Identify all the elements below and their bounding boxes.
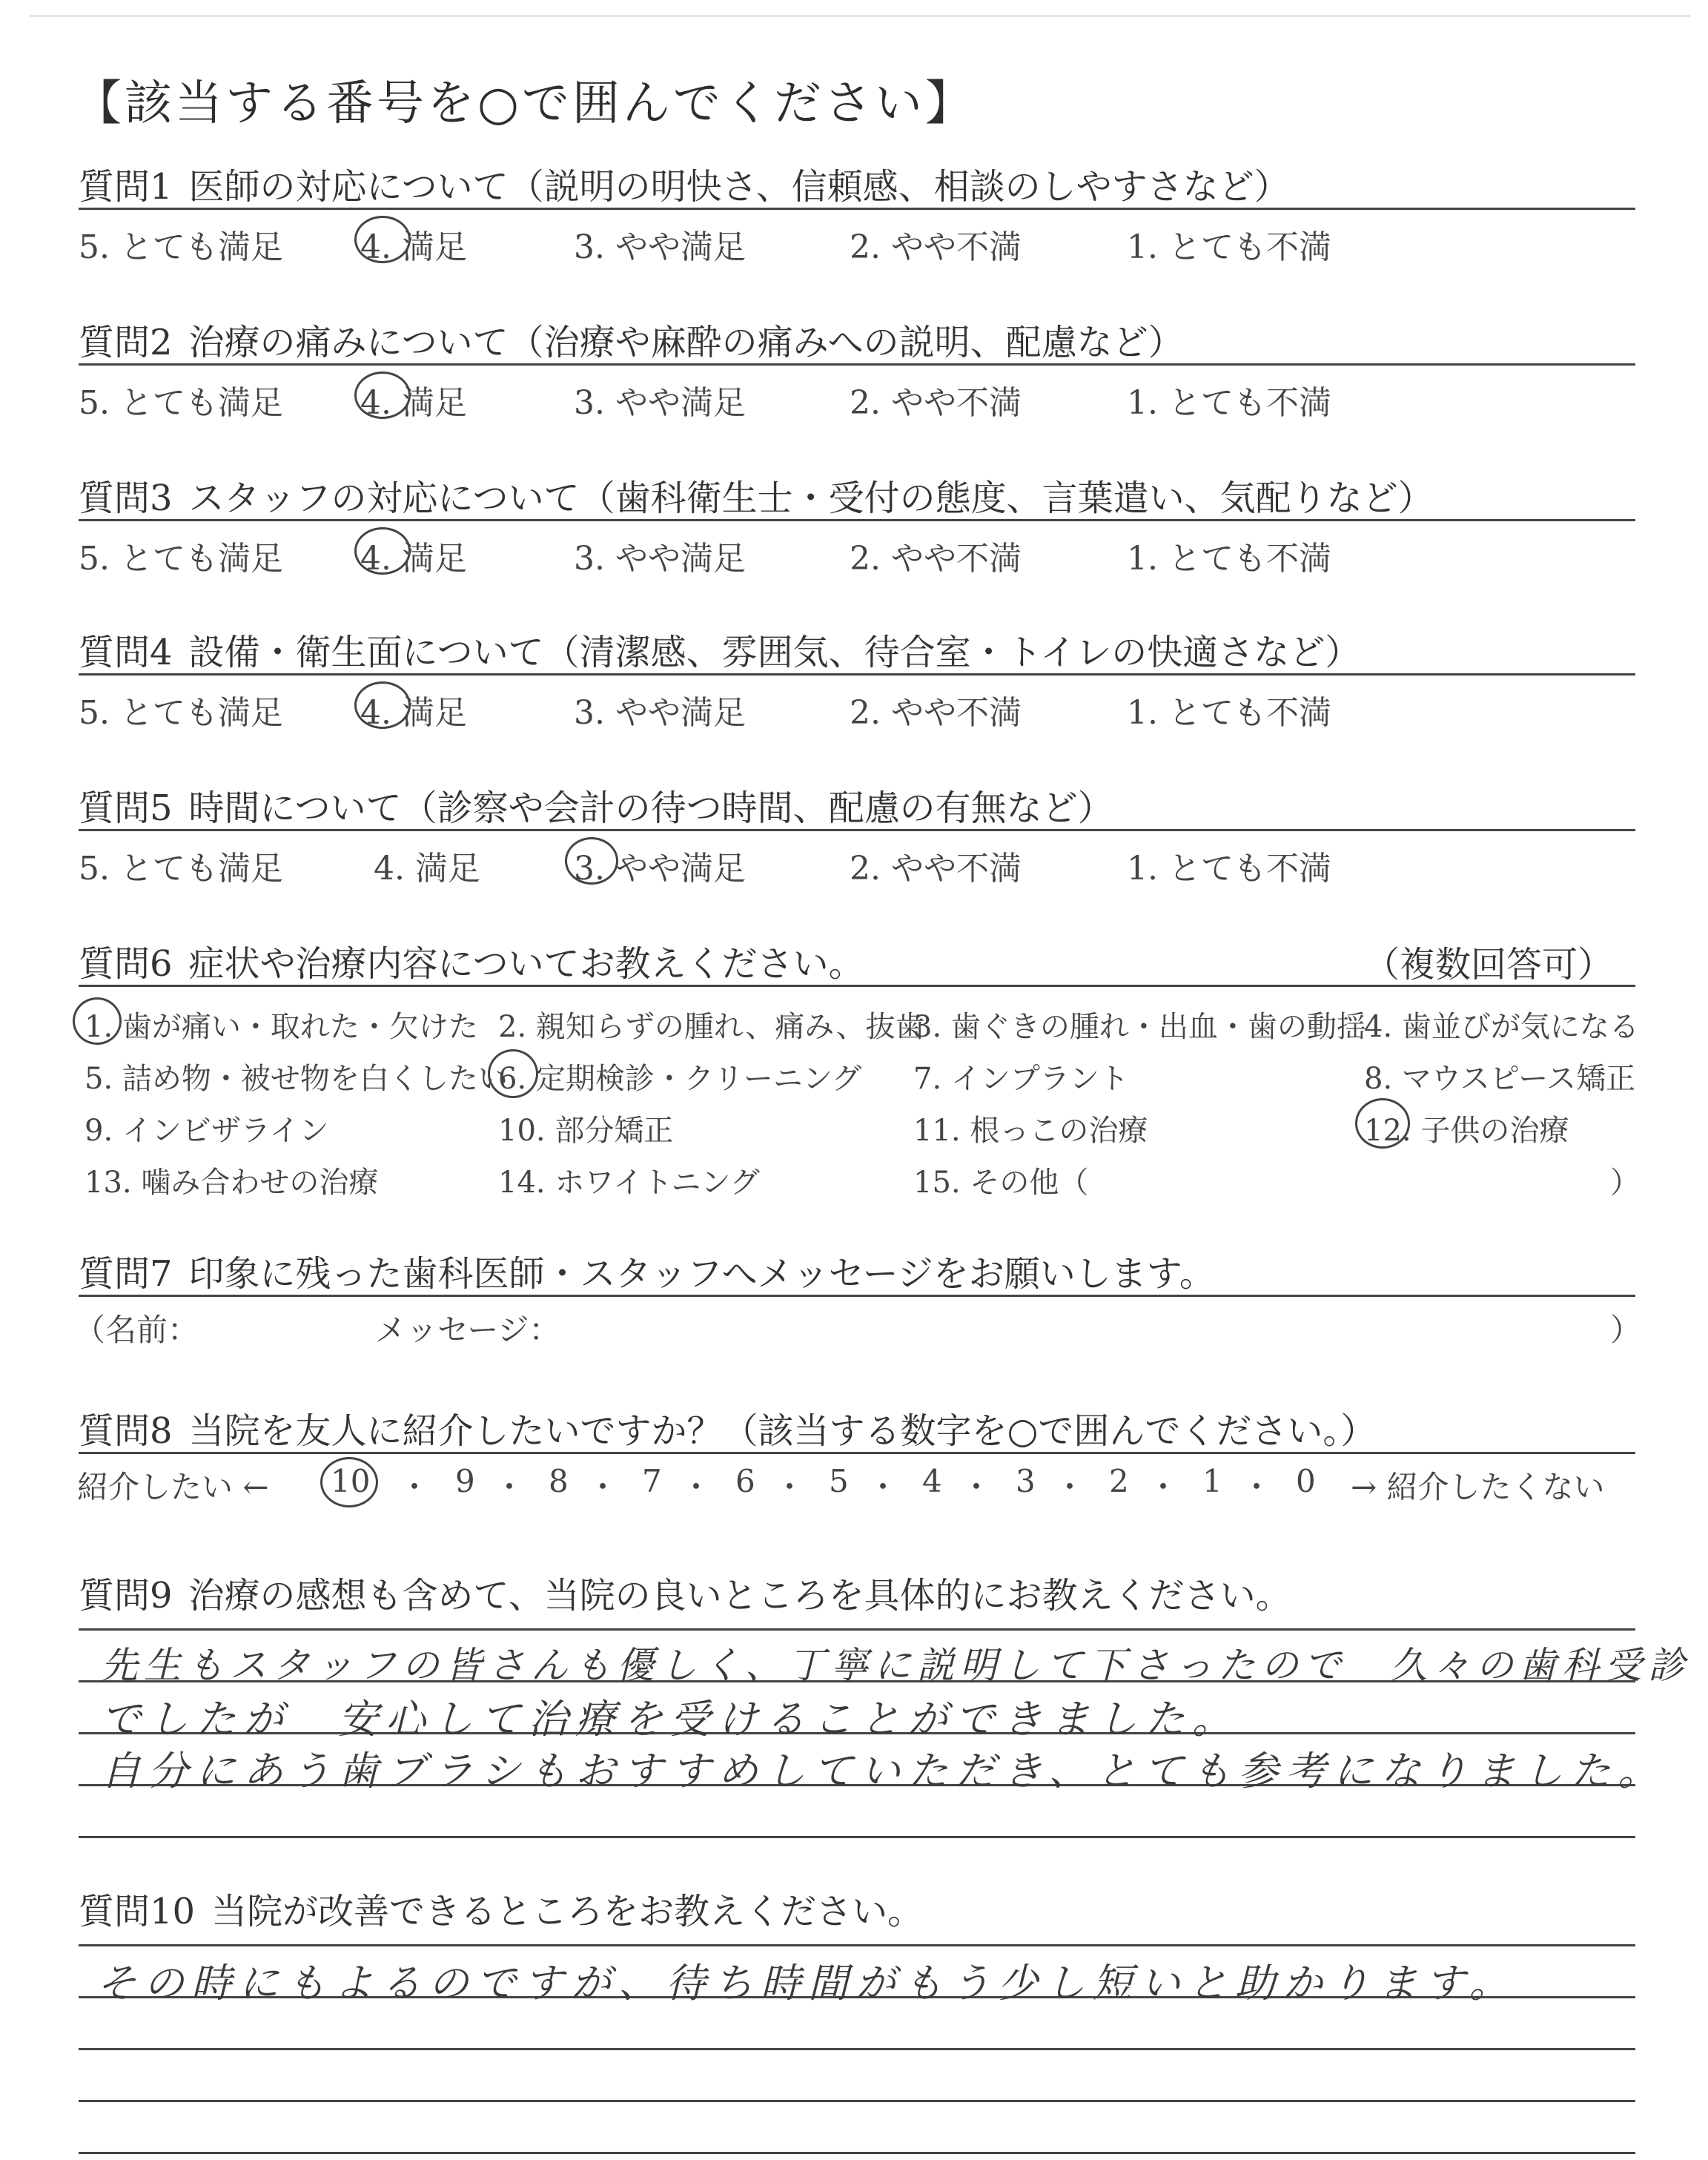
question-text: 治療の感想も含めて、当院の良いところを具体的にお教えください。 bbox=[188, 1574, 1291, 1616]
rating-options bbox=[79, 366, 1635, 422]
answer-area[interactable] bbox=[79, 1616, 1691, 1839]
answer-line bbox=[79, 1944, 1635, 1946]
selection-circle bbox=[354, 681, 411, 729]
multiple-answer-note: （複数回答可） bbox=[1363, 944, 1613, 985]
option-2[interactable]: 2. 親知らずの腫れ、痛み、抜歯 bbox=[498, 1010, 925, 1044]
question-6 bbox=[79, 936, 1640, 1202]
option-9[interactable]: 9. インビザライン bbox=[85, 1114, 329, 1148]
option-1[interactable]: 1. 歯が痛い・取れた・欠けた bbox=[85, 1010, 478, 1044]
score-2[interactable]: 2 bbox=[1109, 1463, 1129, 1499]
option-1[interactable]: 1. とても不満 bbox=[1127, 694, 1331, 732]
option-6[interactable]: 6. 定期検診・クリーニング bbox=[498, 1062, 862, 1096]
symptom-options bbox=[79, 987, 1640, 1202]
question-label: 質問6 bbox=[79, 942, 173, 985]
dot-separator: ・ bbox=[1054, 1469, 1086, 1505]
rating-options bbox=[79, 676, 1635, 732]
option-3[interactable]: 3. やや満足 bbox=[574, 228, 746, 266]
option-12[interactable]: 12. 子供の治療 bbox=[1364, 1114, 1569, 1148]
option-4[interactable]: 4. 満足 bbox=[360, 228, 467, 266]
question-1 bbox=[79, 159, 1635, 266]
score-6[interactable]: 6 bbox=[735, 1463, 755, 1499]
question-label: 質問7 bbox=[79, 1252, 173, 1295]
selection-circle bbox=[354, 527, 411, 575]
selection-circle bbox=[354, 371, 411, 419]
option-1[interactable]: 1. とても不満 bbox=[1127, 540, 1331, 578]
option-5[interactable]: 5. 詰め物・被せ物を白くしたい bbox=[85, 1062, 508, 1096]
question-label: 質問9 bbox=[79, 1574, 173, 1616]
question-label: 質問4 bbox=[79, 631, 173, 673]
score-0[interactable]: 0 bbox=[1296, 1463, 1316, 1499]
dot-separator: ・ bbox=[587, 1469, 619, 1505]
handwritten-answer-line: 先生もスタッフの皆さんも優しく、丁寧に説明して下さったので 久々の歯科受診 bbox=[101, 1644, 1691, 1687]
option-3[interactable]: 3. やや満足 bbox=[574, 850, 746, 888]
question-10 bbox=[79, 1883, 1635, 2155]
question-8 bbox=[79, 1403, 1635, 1503]
option-13[interactable]: 13. 噛み合わせの治療 bbox=[85, 1166, 379, 1200]
question-9 bbox=[79, 1568, 1691, 1839]
question-label: 質問1 bbox=[79, 165, 173, 208]
selection-circle bbox=[354, 216, 411, 263]
question-7 bbox=[74, 1246, 1642, 1348]
question-text: 症状や治療内容についてお教えください。 bbox=[188, 942, 864, 985]
dot-separator: ・ bbox=[774, 1469, 806, 1505]
option-3[interactable]: 3. やや満足 bbox=[574, 540, 746, 578]
option-10[interactable]: 10. 部分矯正 bbox=[498, 1114, 674, 1148]
score-7[interactable]: 7 bbox=[642, 1463, 662, 1499]
top-border bbox=[30, 15, 1690, 17]
selection-circle bbox=[488, 1049, 538, 1098]
answer-line bbox=[79, 2048, 1635, 2050]
question-text: 当院が改善できるところをお教えください。 bbox=[211, 1890, 924, 1932]
question-text: スタッフの対応について（歯科衛生士・受付の態度、言葉遣い、気配りなど） bbox=[188, 477, 1434, 519]
option-2[interactable]: 2. やや不満 bbox=[850, 384, 1022, 422]
scale-right-label: → 紹介したくない bbox=[1351, 1469, 1605, 1505]
other-close-paren: ） bbox=[1610, 1166, 1640, 1200]
page-title: 【該当する番号を○で囲んでください】 bbox=[74, 76, 976, 131]
option-5[interactable]: 5. とても満足 bbox=[79, 228, 283, 266]
selection-circle bbox=[565, 837, 618, 885]
option-1[interactable]: 1. とても不満 bbox=[1127, 850, 1331, 888]
option-3[interactable]: 3. 歯ぐきの腫れ・出血・歯の動揺 bbox=[913, 1010, 1366, 1044]
option-5[interactable]: 5. とても満足 bbox=[79, 540, 283, 578]
scale-left-label: 紹介したい ← bbox=[77, 1469, 269, 1505]
question-text: 設備・衛生面について（清潔感、雰囲気、待合室・トイレの快適さなど） bbox=[188, 631, 1361, 673]
score-3[interactable]: 3 bbox=[1016, 1463, 1036, 1499]
question-label: 質問3 bbox=[79, 477, 173, 519]
option-15[interactable]: 15. その他（ bbox=[913, 1166, 1089, 1200]
question-label: 質問2 bbox=[79, 321, 173, 363]
question-2 bbox=[79, 314, 1635, 422]
question-text: 当院を友人に紹介したいですか？（該当する数字を○で囲んでください。） bbox=[188, 1410, 1377, 1452]
question-text: 医師の対応について（説明の明快さ、信頼感、相談のしやすさなど） bbox=[188, 165, 1290, 208]
option-7[interactable]: 7. インプラント bbox=[913, 1062, 1129, 1096]
selection-circle bbox=[1355, 1098, 1410, 1149]
option-14[interactable]: 14. ホワイトニング bbox=[498, 1166, 760, 1200]
selection-circle bbox=[73, 997, 122, 1045]
handwritten-answer-line: 自分にあう歯ブラシもおすすめしていただき、とても参考になりました。 bbox=[101, 1748, 1666, 1794]
option-2[interactable]: 2. やや不満 bbox=[850, 694, 1022, 732]
option-11[interactable]: 11. 根っこの治療 bbox=[913, 1114, 1148, 1148]
question-label: 質問8 bbox=[79, 1410, 173, 1452]
name-label: （名前： bbox=[74, 1312, 199, 1348]
option-5[interactable]: 5. とても満足 bbox=[79, 384, 283, 422]
message-label: メッセージ： bbox=[375, 1312, 560, 1348]
dot-separator: ・ bbox=[681, 1469, 712, 1505]
option-1[interactable]: 1. とても不満 bbox=[1127, 228, 1331, 266]
option-3[interactable]: 3. やや満足 bbox=[574, 694, 746, 732]
answer-line bbox=[79, 1628, 1635, 1631]
option-8[interactable]: 8. マウスピース矯正 bbox=[1364, 1062, 1636, 1096]
question-text: 印象に残った歯科医師・スタッフへメッセージをお願いします。 bbox=[188, 1252, 1215, 1295]
question-5 bbox=[79, 780, 1635, 888]
score-5[interactable]: 5 bbox=[829, 1463, 849, 1499]
dot-separator: ・ bbox=[1148, 1469, 1179, 1505]
score-4[interactable]: 4 bbox=[922, 1463, 942, 1499]
option-3[interactable]: 3. やや満足 bbox=[574, 384, 746, 422]
handwritten-answer-line: その時にもよるのですが、待ち時間がもう少し短いと助かります。 bbox=[96, 1960, 1517, 2007]
option-2[interactable]: 2. やや不満 bbox=[850, 228, 1022, 266]
option-2[interactable]: 2. やや不満 bbox=[850, 850, 1022, 888]
option-4[interactable]: 4. 満足 bbox=[374, 850, 480, 888]
question-label: 質問10 bbox=[79, 1890, 196, 1932]
option-4[interactable]: 4. 歯並びが気になる bbox=[1364, 1010, 1639, 1044]
close-paren: ） bbox=[1610, 1312, 1642, 1348]
dot-separator: ・ bbox=[1241, 1469, 1273, 1505]
score-9[interactable]: 9 bbox=[455, 1463, 475, 1499]
score-1[interactable]: 1 bbox=[1202, 1463, 1222, 1499]
question-text: 時間について（診察や会計の待つ時間、配慮の有無など） bbox=[188, 787, 1113, 829]
dot-separator: ・ bbox=[399, 1469, 431, 1505]
score-8[interactable]: 8 bbox=[549, 1463, 569, 1499]
handwritten-answer-line: でしたが 安心して治療を受けることができました。 bbox=[101, 1696, 1239, 1743]
option-4[interactable]: 4. 満足 bbox=[360, 384, 467, 422]
rating-options bbox=[79, 831, 1635, 888]
recommend-scale bbox=[79, 1454, 1635, 1503]
dot-separator: ・ bbox=[494, 1469, 526, 1505]
option-2[interactable]: 2. やや不満 bbox=[850, 540, 1022, 578]
question-4 bbox=[79, 624, 1635, 732]
answer-line bbox=[79, 1836, 1635, 1838]
answer-line bbox=[79, 2152, 1635, 2154]
question-label: 質問5 bbox=[79, 787, 173, 829]
dot-separator: ・ bbox=[961, 1469, 993, 1505]
answer-line bbox=[79, 2100, 1635, 2102]
option-4[interactable]: 4. 満足 bbox=[360, 540, 467, 578]
dot-separator: ・ bbox=[867, 1469, 899, 1505]
question-3 bbox=[79, 470, 1635, 578]
rating-options bbox=[79, 521, 1635, 578]
score-10[interactable]: 10 bbox=[331, 1463, 371, 1499]
option-5[interactable]: 5. とても満足 bbox=[79, 850, 283, 888]
message-row bbox=[74, 1297, 1642, 1348]
question-text: 治療の痛みについて（治療や麻酔の痛みへの説明、配慮など） bbox=[188, 321, 1184, 363]
option-5[interactable]: 5. とても満足 bbox=[79, 694, 283, 732]
option-1[interactable]: 1. とても不満 bbox=[1127, 384, 1331, 422]
selection-circle bbox=[320, 1457, 378, 1507]
answer-area[interactable] bbox=[79, 1932, 1635, 2155]
option-4[interactable]: 4. 満足 bbox=[360, 694, 467, 732]
rating-options bbox=[79, 210, 1635, 266]
